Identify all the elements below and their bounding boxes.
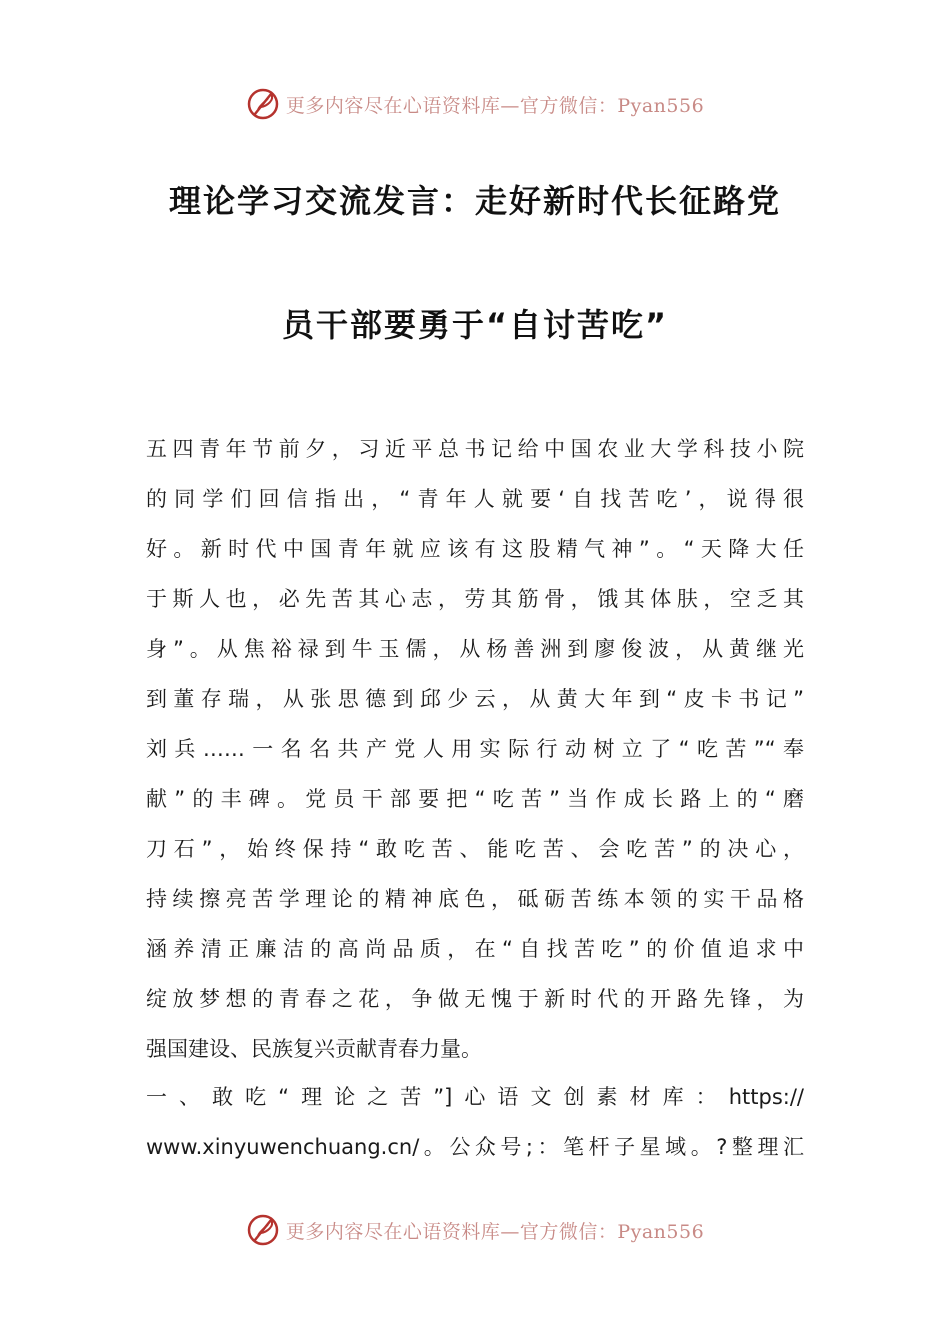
body-line: 刀石”，始终保持“敢吃苦、能吃苦、会吃苦”的决心，: [146, 837, 804, 861]
body-line: 的同学们回信指出，“青年人就要‘自找苦吃’，说得很: [146, 487, 804, 511]
footer-watermark: [0, 1210, 950, 1250]
document-title-line-1: 理论学习交流发言：走好新时代长征路党: [168, 182, 781, 220]
body-line: 到董存瑞，从张思德到邱少云，从黄大年到“皮卡书记”: [146, 687, 804, 711]
body-line: 强国建设、民族复兴贡献青春力量。: [146, 1037, 482, 1061]
document-title-line-2: 员干部要勇于“自讨苦吃”: [281, 306, 669, 344]
watermark-text: 更多内容尽在心语资料库—官方微信：Pyan556: [285, 94, 705, 117]
watermark-text: 更多内容尽在心语资料库—官方微信：Pyan556: [285, 1220, 705, 1243]
body-line: 献”的丰碑。党员干部要把“吃苦”当作成长路上的“磨: [146, 787, 804, 811]
body-line: www.xinyuwenchuang.cn/。公众号;：笔杆子星域。?整理汇: [146, 1135, 804, 1159]
body-line: 五四青年节前夕，习近平总书记给中国农业大学科技小院: [146, 437, 804, 461]
body-line: 于斯人也，必先苦其心志，劳其筋骨，饿其体肤，空乏其: [146, 587, 804, 611]
body-line: 身”。从焦裕禄到牛玉儒，从杨善洲到廖俊波，从黄继光: [146, 637, 804, 661]
body-line: 持续擦亮苦学理论的精神底色，砥砺苦练本领的实干品格: [146, 887, 804, 911]
quill-logo-icon: [246, 1213, 280, 1247]
section-heading-line: 一、敢吃“理论之苦”]心语文创素材库：https://: [146, 1085, 804, 1109]
body-line: 涵养清正廉洁的高尚品质，在“自找苦吃”的价值追求中: [146, 937, 804, 961]
body-line: 刘兵……一名名共产党人用实际行动树立了“吃苦”“奉: [146, 737, 804, 761]
quill-logo-icon: [246, 87, 280, 121]
body-line: 绽放梦想的青春之花，争做无愧于新时代的开路先锋，为: [146, 987, 804, 1011]
header-watermark: [0, 84, 950, 124]
body-line: 好。新时代中国青年就应该有这股精气神”。“天降大任: [146, 537, 804, 561]
